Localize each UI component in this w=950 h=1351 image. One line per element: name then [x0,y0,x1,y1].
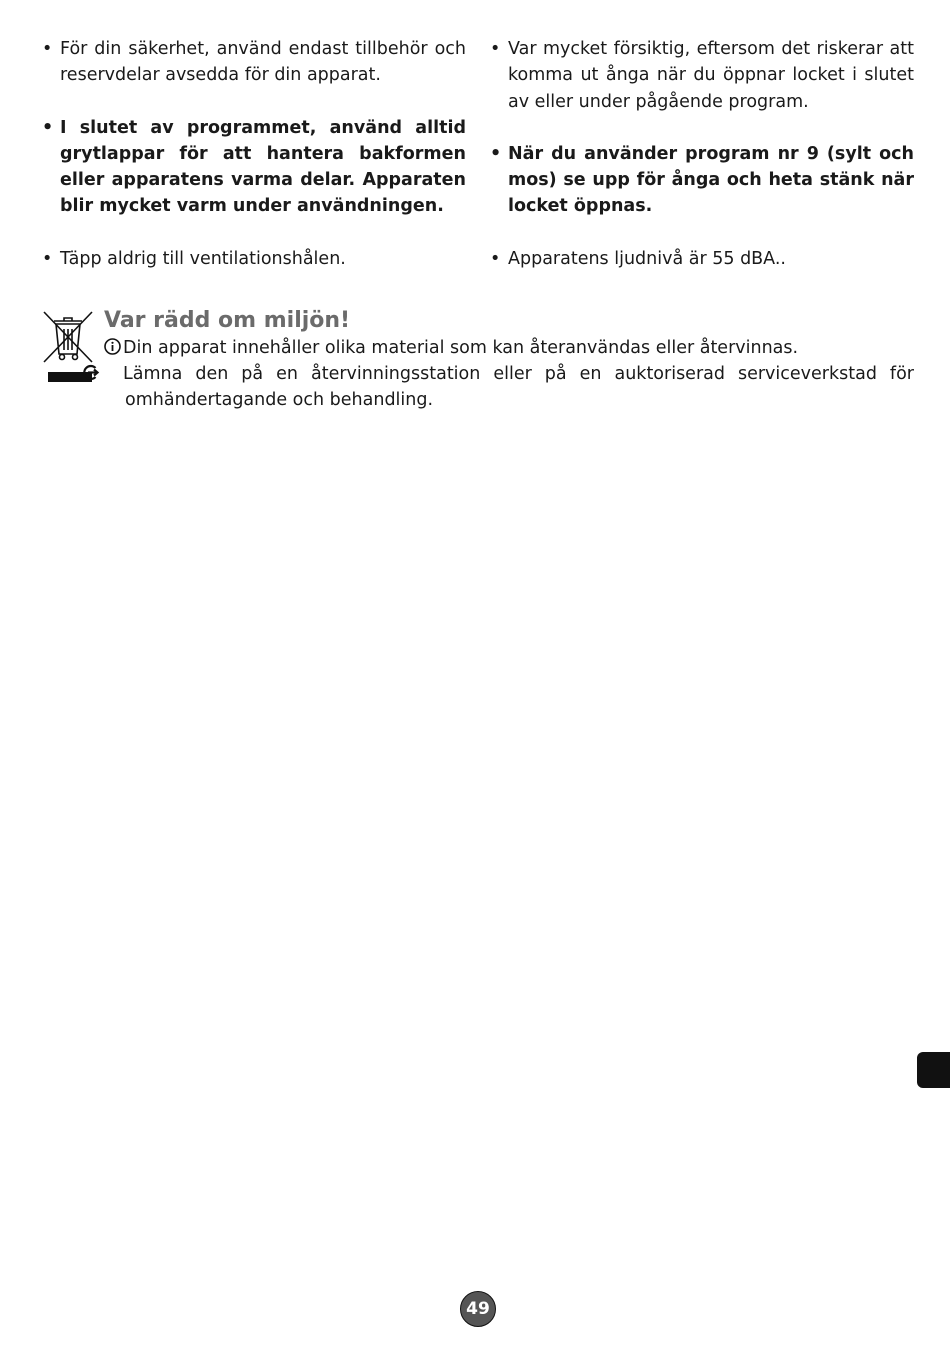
arrow-right-circle-icon [104,361,123,387]
safety-item-accessories: • För din säkerhet, använd endast tillbehör och reservdelar avsedda för din apparat. [42,36,466,89]
right-column [490,36,914,298]
action-line [104,361,914,414]
info-circle-icon [104,335,123,361]
section-title: Var rädd om miljön! [104,308,351,333]
action-text: Lämna den på en återvinningsstation eller på en auktoriserad serviceverkstad för omhändertagande och behandling. [123,364,914,411]
safety-item-program-9: • När du använder program nr 9 (sylt och mos) se upp för ånga och heta stänk när locket öppnas. [490,141,914,220]
left-column [42,36,466,298]
crossed-out-wheelie-bin-icon [42,310,94,364]
info-line [104,335,914,361]
page-number-badge: 49 [460,1291,496,1327]
info-text: Din apparat innehåller olika material som kan återanvändas eller återvinnas. [123,338,799,358]
safety-item-oven-mitts: • I slutet av programmet, använd alltid grytlappar för att hantera bakformen eller apparatens varma delar. Apparaten blir mycket varm under användningen. [42,115,466,220]
safety-item-steam-lid: • Var mycket försiktig, eftersom det riskerar att komma ut ånga när du öppnar locket i slutet av eller under pågående program. [490,36,914,115]
safety-item-ventilation: • Täpp aldrig till ventilationshålen. [42,246,466,272]
language-side-tab [917,1052,950,1088]
safety-item-noise-level: • Apparatens ljudnivå är 55 dBA.. [490,246,914,272]
